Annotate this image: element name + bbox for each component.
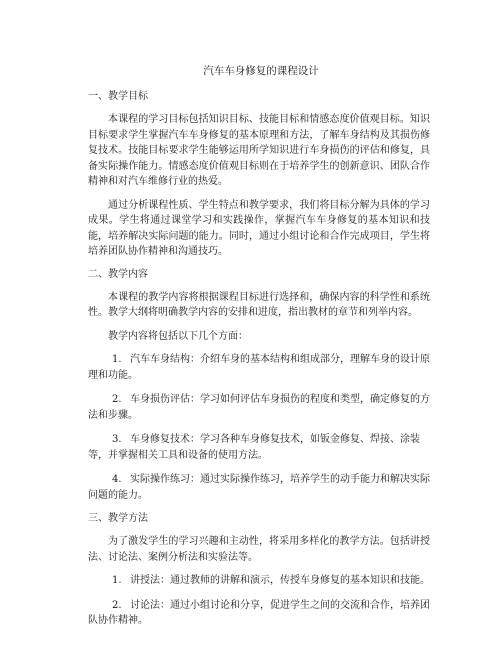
section-methods bbox=[88, 512, 430, 629]
content-list bbox=[88, 352, 430, 503]
list-number: 4. bbox=[112, 474, 122, 485]
section-heading: 一、教学目标 bbox=[88, 91, 148, 102]
list-item bbox=[88, 472, 430, 503]
paragraph: 本课程的学习目标包括知识目标、技能目标和情感态度价值观目标。知识目标要求学生掌握汽车车身修复的基本原理和方法，了解车身结构及其损伤修复技术。技能目标要求学生能够运用所学知识进行车身损伤的评估和修复，具备实际操作能力。情感态度价值观目标则在于培养学生的创新意识、团队合作精神和对汽车维修行业的热爱。 bbox=[88, 114, 430, 187]
list-item bbox=[88, 573, 430, 589]
paragraph: 本课程的教学内容将根据课程目标进行选择和，确保内容的科学性和系统性。教学大纲将明确教学内容的安排和进度，指出教材的章节和列举内容。 bbox=[88, 291, 430, 318]
list-number: 2. bbox=[112, 599, 122, 611]
list-item bbox=[88, 598, 430, 629]
list-text: 汽车车身结构：介绍车身的基本结构和组成部分，理解车身的设计原理和功能。 bbox=[88, 354, 430, 381]
paragraph: 教学内容将包括以下几个方面： bbox=[108, 330, 248, 342]
list-number: 2. bbox=[112, 394, 122, 405]
list-number: 1. bbox=[112, 354, 122, 365]
list-text: 讨论法：通过小组讨论和分享，促进学生之间的交流和合作，培养团队协作精神。 bbox=[88, 599, 430, 626]
section-heading: 三、教学方法 bbox=[88, 513, 148, 524]
list-item bbox=[88, 352, 430, 383]
list-text: 讲授法：通过教师的讲解和演示，传授车身修复的基本知识和技能。 bbox=[130, 575, 430, 586]
list-item bbox=[88, 392, 430, 423]
paragraph: 为了激发学生的学习兴趣和主动性，将采用多样化的教学方法。包括讲授法、讨论法、案例分析法和实验法等。 bbox=[88, 536, 430, 563]
methods-list bbox=[88, 573, 430, 629]
section-objectives bbox=[88, 90, 430, 260]
section-content bbox=[88, 268, 430, 504]
list-number: 1. bbox=[112, 575, 122, 586]
document-title: 汽车车身修复的课程设计 bbox=[203, 65, 319, 77]
list-text: 车身修复技术：学习各种车身修复技术，如钣金修复、焊接、涂装等，并掌握相关工具和设备的使用方法。 bbox=[88, 434, 420, 461]
list-text: 车身损伤评估：学习如何评估车身损伤的程度和类型，确定修复的方法和步骤。 bbox=[88, 394, 430, 421]
list-number: 3. bbox=[112, 434, 122, 445]
section-heading: 二、教学内容 bbox=[88, 268, 148, 280]
list-item bbox=[88, 432, 430, 463]
list-text: 实际操作练习：通过实际操作练习，培养学生的动手能力和解决实际问题的能力。 bbox=[88, 474, 430, 501]
paragraph: 通过分析课程性质、学生特点和教学要求，我们将目标分解为具体的学习成果。学生将通过课堂学习和实践操作，掌握汽车车身修复的基本知识和技能，培养解决实际问题的能力。同时，通过小组讨论和合作完成项目，学生将培养团队协作精神和沟通技巧。 bbox=[88, 199, 430, 257]
